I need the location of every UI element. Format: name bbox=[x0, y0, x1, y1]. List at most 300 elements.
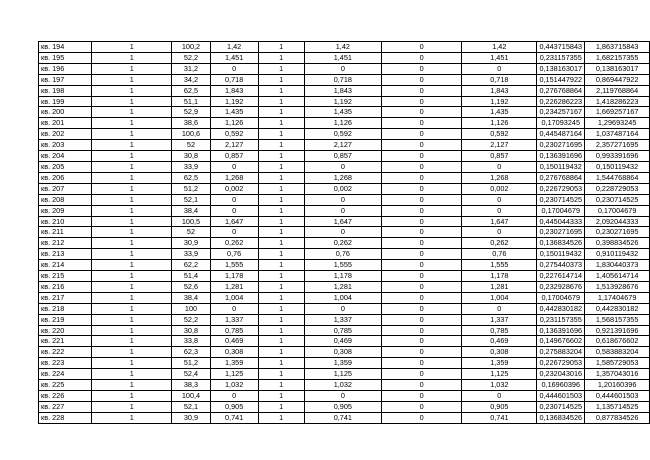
table-cell: кв. 224 bbox=[39, 369, 92, 380]
table-cell: 1 bbox=[258, 74, 304, 85]
table-cell: 1,178 bbox=[210, 271, 258, 282]
table-cell: 0,150119432 bbox=[537, 249, 585, 260]
table-cell: 1,451 bbox=[210, 52, 258, 63]
table-cell: 62,5 bbox=[172, 172, 210, 183]
table-cell: кв. 199 bbox=[39, 96, 92, 107]
table-row bbox=[39, 42, 650, 53]
table-cell: 0,17093245 bbox=[537, 118, 585, 129]
table-cell: 1,29693245 bbox=[585, 118, 650, 129]
table-cell: 0 bbox=[382, 227, 462, 238]
table-cell: 1 bbox=[92, 151, 172, 162]
table-cell: 1 bbox=[92, 325, 172, 336]
table-cell: кв. 212 bbox=[39, 238, 92, 249]
table-cell: 1 bbox=[258, 107, 304, 118]
table-row bbox=[39, 325, 650, 336]
table-cell: 0 bbox=[382, 183, 462, 194]
table-cell: 0,232928676 bbox=[537, 281, 585, 292]
table-cell: 0 bbox=[382, 205, 462, 216]
table-cell: 0 bbox=[382, 238, 462, 249]
table-cell: 0,993391696 bbox=[585, 151, 650, 162]
table-cell: кв. 196 bbox=[39, 63, 92, 74]
table-cell: 0,857 bbox=[210, 151, 258, 162]
table-cell: 0 bbox=[382, 336, 462, 347]
table-cell: 0,442830182 bbox=[537, 303, 585, 314]
table-cell: 38,6 bbox=[172, 118, 210, 129]
table-cell: 0 bbox=[382, 347, 462, 358]
table-cell: 1 bbox=[92, 369, 172, 380]
table-cell: 1,418286223 bbox=[585, 96, 650, 107]
table-cell: 0,442830182 bbox=[585, 303, 650, 314]
table-cell: 0,136834526 bbox=[537, 412, 585, 423]
table-cell: 1,843 bbox=[462, 85, 537, 96]
table-cell: кв. 195 bbox=[39, 52, 92, 63]
table-cell: 52,2 bbox=[172, 52, 210, 63]
table-cell: 1,20160396 bbox=[585, 380, 650, 391]
table-cell: 0 bbox=[304, 205, 382, 216]
table-cell: кв. 206 bbox=[39, 172, 92, 183]
table-cell: 100,5 bbox=[172, 216, 210, 227]
table-row bbox=[39, 238, 650, 249]
table-cell: 0 bbox=[382, 129, 462, 140]
table-cell: 0,905 bbox=[210, 401, 258, 412]
table-cell: 1 bbox=[258, 347, 304, 358]
table-cell: 1 bbox=[92, 391, 172, 402]
table-cell: 0,230271695 bbox=[537, 227, 585, 238]
table-cell: 100 bbox=[172, 303, 210, 314]
table-cell: кв. 197 bbox=[39, 74, 92, 85]
table-cell: 1 bbox=[92, 347, 172, 358]
table-cell: 1 bbox=[92, 74, 172, 85]
table-cell: 1,830440373 bbox=[585, 260, 650, 271]
table-cell: 0,469 bbox=[304, 336, 382, 347]
table-row bbox=[39, 249, 650, 260]
table-row bbox=[39, 74, 650, 85]
table-cell: 0 bbox=[382, 391, 462, 402]
table-row bbox=[39, 347, 650, 358]
table-cell: кв. 207 bbox=[39, 183, 92, 194]
table-cell: 38,4 bbox=[172, 205, 210, 216]
table-cell: 0 bbox=[382, 260, 462, 271]
table-cell: 0,262 bbox=[462, 238, 537, 249]
table-cell: 1 bbox=[92, 96, 172, 107]
table-cell: 1 bbox=[92, 412, 172, 423]
table-cell: 0,469 bbox=[210, 336, 258, 347]
table-cell: 1 bbox=[258, 325, 304, 336]
table-cell: 30,9 bbox=[172, 412, 210, 423]
table-cell: кв. 200 bbox=[39, 107, 92, 118]
table-cell: 1,125 bbox=[304, 369, 382, 380]
table-cell: 0,718 bbox=[304, 74, 382, 85]
table-cell: 1,268 bbox=[462, 172, 537, 183]
table-cell: 1 bbox=[258, 161, 304, 172]
table-cell: 1 bbox=[92, 238, 172, 249]
table-cell: 1 bbox=[258, 391, 304, 402]
table-cell: 1,281 bbox=[304, 281, 382, 292]
table-cell: 1 bbox=[92, 358, 172, 369]
table-cell: 38,4 bbox=[172, 292, 210, 303]
table-cell: 0,138163017 bbox=[537, 63, 585, 74]
table-cell: 0 bbox=[462, 227, 537, 238]
table-cell: 0,136391696 bbox=[537, 151, 585, 162]
table-cell: 1 bbox=[92, 260, 172, 271]
table-cell: 30,9 bbox=[172, 238, 210, 249]
table-cell: 0 bbox=[382, 303, 462, 314]
table-cell: 0,785 bbox=[304, 325, 382, 336]
table-cell: 1,032 bbox=[462, 380, 537, 391]
table-row bbox=[39, 107, 650, 118]
table-cell: 0,445044333 bbox=[537, 216, 585, 227]
table-cell: 1,004 bbox=[462, 292, 537, 303]
table-row bbox=[39, 85, 650, 96]
table-row bbox=[39, 303, 650, 314]
table-cell: 33,8 bbox=[172, 336, 210, 347]
table-cell: 1,268 bbox=[210, 172, 258, 183]
table-cell: 1,513928676 bbox=[585, 281, 650, 292]
table-cell: 0,226286223 bbox=[537, 96, 585, 107]
table-cell: 38,3 bbox=[172, 380, 210, 391]
table-cell: 0 bbox=[462, 303, 537, 314]
table-cell: 52,1 bbox=[172, 401, 210, 412]
table-cell: 0,002 bbox=[304, 183, 382, 194]
table-cell: 0,150119432 bbox=[537, 161, 585, 172]
table-cell: 0 bbox=[382, 52, 462, 63]
table-row bbox=[39, 391, 650, 402]
table-row bbox=[39, 369, 650, 380]
table-cell: 1 bbox=[258, 401, 304, 412]
table-cell: кв. 194 bbox=[39, 42, 92, 53]
table-cell: 0 bbox=[210, 63, 258, 74]
table-cell: 0,138163017 bbox=[585, 63, 650, 74]
table-row bbox=[39, 205, 650, 216]
table-cell: 52,4 bbox=[172, 369, 210, 380]
table-cell: 1,17404679 bbox=[585, 292, 650, 303]
table-cell: 0,869447922 bbox=[585, 74, 650, 85]
table-cell: 0 bbox=[382, 140, 462, 151]
table-cell: 1 bbox=[92, 216, 172, 227]
table-cell: 0,905 bbox=[304, 401, 382, 412]
table-cell: 1,647 bbox=[304, 216, 382, 227]
table-cell: 1,268 bbox=[304, 172, 382, 183]
table-cell: 1 bbox=[258, 314, 304, 325]
table-cell: 0,444601503 bbox=[585, 391, 650, 402]
table-cell: 0,921391696 bbox=[585, 325, 650, 336]
table-cell: 0 bbox=[462, 391, 537, 402]
table-cell: 1 bbox=[92, 161, 172, 172]
table-cell: кв. 198 bbox=[39, 85, 92, 96]
table-cell: 0,398834526 bbox=[585, 238, 650, 249]
table-cell: 1,42 bbox=[304, 42, 382, 53]
table-cell: 33,9 bbox=[172, 161, 210, 172]
table-cell: кв. 205 bbox=[39, 161, 92, 172]
table-cell: 1,843 bbox=[304, 85, 382, 96]
table-cell: 51,4 bbox=[172, 271, 210, 282]
table-row bbox=[39, 227, 650, 238]
table-cell: 0,002 bbox=[210, 183, 258, 194]
table-cell: 1 bbox=[92, 183, 172, 194]
table-cell: 0,718 bbox=[462, 74, 537, 85]
table-cell: 0,230714525 bbox=[537, 401, 585, 412]
table-cell: 0,228729053 bbox=[585, 183, 650, 194]
table-cell: 1 bbox=[92, 172, 172, 183]
table-cell: 52,2 bbox=[172, 314, 210, 325]
table-row bbox=[39, 216, 650, 227]
table-cell: 1 bbox=[92, 281, 172, 292]
table-cell: 0 bbox=[210, 205, 258, 216]
table-cell: 0,231157355 bbox=[537, 52, 585, 63]
table-cell: 1 bbox=[258, 412, 304, 423]
table-cell: 0 bbox=[382, 380, 462, 391]
table-cell: 1 bbox=[92, 140, 172, 151]
table-cell: 0,910119432 bbox=[585, 249, 650, 260]
table-row bbox=[39, 129, 650, 140]
table-cell: 1,555 bbox=[304, 260, 382, 271]
table-cell: 0,443715843 bbox=[537, 42, 585, 53]
table-row bbox=[39, 63, 650, 74]
table-cell: 0 bbox=[382, 74, 462, 85]
table-cell: 100,2 bbox=[172, 42, 210, 53]
table-cell: 1,359 bbox=[210, 358, 258, 369]
table-cell: 1,682157355 bbox=[585, 52, 650, 63]
table-cell: 62,2 bbox=[172, 260, 210, 271]
table-cell: 0,308 bbox=[304, 347, 382, 358]
table-cell: 1 bbox=[258, 358, 304, 369]
table-cell: 0 bbox=[382, 118, 462, 129]
table-cell: 0,150119432 bbox=[585, 161, 650, 172]
table-cell: 34,2 bbox=[172, 74, 210, 85]
table-cell: 0 bbox=[304, 227, 382, 238]
table-cell: 1,178 bbox=[462, 271, 537, 282]
table-cell: 0,227614714 bbox=[537, 271, 585, 282]
table-cell: 1 bbox=[92, 336, 172, 347]
table-cell: 1,337 bbox=[462, 314, 537, 325]
table-cell: 0 bbox=[210, 194, 258, 205]
table-cell: 0 bbox=[382, 63, 462, 74]
apartment-data-table bbox=[38, 41, 650, 424]
table-row bbox=[39, 118, 650, 129]
table-cell: 0,905 bbox=[462, 401, 537, 412]
table-cell: 1,359 bbox=[462, 358, 537, 369]
table-cell: кв. 215 bbox=[39, 271, 92, 282]
table-cell: 0,445487164 bbox=[537, 129, 585, 140]
table-cell: 0,275440373 bbox=[537, 260, 585, 271]
table-cell: 0 bbox=[210, 303, 258, 314]
table-cell: 2,119768864 bbox=[585, 85, 650, 96]
table-row bbox=[39, 52, 650, 63]
table-cell: 1 bbox=[92, 227, 172, 238]
table-cell: 1 bbox=[92, 52, 172, 63]
table-cell: 0 bbox=[210, 391, 258, 402]
table-cell: 0,76 bbox=[210, 249, 258, 260]
table-row bbox=[39, 161, 650, 172]
table-cell: 1,405614714 bbox=[585, 271, 650, 282]
table-cell: 1 bbox=[92, 380, 172, 391]
table-cell: 0 bbox=[462, 161, 537, 172]
table-cell: 0,230714525 bbox=[537, 194, 585, 205]
table-cell: 0 bbox=[382, 194, 462, 205]
table-cell: 1,555 bbox=[462, 260, 537, 271]
table-cell: 100,6 bbox=[172, 129, 210, 140]
table-cell: 52,9 bbox=[172, 107, 210, 118]
table-cell: 0,262 bbox=[210, 238, 258, 249]
table-cell: кв. 213 bbox=[39, 249, 92, 260]
table-cell: 1 bbox=[258, 151, 304, 162]
table-cell: 1 bbox=[258, 140, 304, 151]
table-cell: 0,592 bbox=[462, 129, 537, 140]
table-cell: 0 bbox=[210, 227, 258, 238]
table-cell: 0 bbox=[462, 194, 537, 205]
table-cell: 0,741 bbox=[462, 412, 537, 423]
table-row bbox=[39, 271, 650, 282]
table-cell: 0,16960396 bbox=[537, 380, 585, 391]
table-cell: 1,032 bbox=[304, 380, 382, 391]
table-cell: 1,037487164 bbox=[585, 129, 650, 140]
table-cell: 0 bbox=[462, 205, 537, 216]
table-cell: 1 bbox=[258, 271, 304, 282]
table-cell: 0,76 bbox=[462, 249, 537, 260]
table-row bbox=[39, 314, 650, 325]
table-cell: 0 bbox=[382, 96, 462, 107]
table-cell: 0,234257167 bbox=[537, 107, 585, 118]
table-cell: 0 bbox=[304, 303, 382, 314]
table-cell: 1,178 bbox=[304, 271, 382, 282]
table-cell: кв. 221 bbox=[39, 336, 92, 347]
table-cell: кв. 210 bbox=[39, 216, 92, 227]
table-cell: 1 bbox=[258, 227, 304, 238]
table-cell: 62,5 bbox=[172, 85, 210, 96]
table-cell: 0,877834526 bbox=[585, 412, 650, 423]
table-row bbox=[39, 194, 650, 205]
table-cell: 0 bbox=[382, 401, 462, 412]
table-cell: 30,8 bbox=[172, 151, 210, 162]
table-cell: 1,451 bbox=[462, 52, 537, 63]
table-cell: кв. 225 bbox=[39, 380, 92, 391]
table-cell: 1,568157355 bbox=[585, 314, 650, 325]
table-cell: 1,647 bbox=[210, 216, 258, 227]
table-cell: 0,276768864 bbox=[537, 85, 585, 96]
table-cell: 33,9 bbox=[172, 249, 210, 260]
table-row bbox=[39, 140, 650, 151]
table-cell: 1 bbox=[92, 292, 172, 303]
table-cell: кв. 227 bbox=[39, 401, 92, 412]
table-cell: кв. 204 bbox=[39, 151, 92, 162]
table-cell: 0,308 bbox=[462, 347, 537, 358]
table-cell: 0,718 bbox=[210, 74, 258, 85]
table-cell: 1 bbox=[92, 194, 172, 205]
table-cell: 2,127 bbox=[210, 140, 258, 151]
table-cell: 0,232043016 bbox=[537, 369, 585, 380]
table-cell: 1,281 bbox=[210, 281, 258, 292]
table-cell: 51,1 bbox=[172, 96, 210, 107]
table-cell: 1 bbox=[258, 260, 304, 271]
table-cell: 0,226729053 bbox=[537, 183, 585, 194]
table-cell: 1,435 bbox=[462, 107, 537, 118]
table-cell: 1 bbox=[258, 52, 304, 63]
table-cell: 0,17004679 bbox=[537, 205, 585, 216]
table-cell: 1 bbox=[258, 129, 304, 140]
table-cell: 0 bbox=[382, 249, 462, 260]
table-cell: 2,357271695 bbox=[585, 140, 650, 151]
table-cell: 1 bbox=[258, 249, 304, 260]
table-cell: кв. 209 bbox=[39, 205, 92, 216]
table-cell: 1 bbox=[92, 63, 172, 74]
table-cell: 1 bbox=[92, 107, 172, 118]
table-cell: 0,17004679 bbox=[537, 292, 585, 303]
table-cell: 1 bbox=[258, 96, 304, 107]
table-cell: 62,3 bbox=[172, 347, 210, 358]
table-row bbox=[39, 412, 650, 423]
table-cell: 0 bbox=[304, 161, 382, 172]
table-row bbox=[39, 172, 650, 183]
table-cell: 51,2 bbox=[172, 358, 210, 369]
table-cell: 1,359 bbox=[304, 358, 382, 369]
table-cell: 1,126 bbox=[210, 118, 258, 129]
table-cell: 0,76 bbox=[304, 249, 382, 260]
table-cell: 0,583883204 bbox=[585, 347, 650, 358]
table-cell: кв. 226 bbox=[39, 391, 92, 402]
table-cell: 1,451 bbox=[304, 52, 382, 63]
table-cell: 0 bbox=[382, 314, 462, 325]
table-cell: кв. 223 bbox=[39, 358, 92, 369]
table-cell: 0 bbox=[382, 42, 462, 53]
table-cell: 0,136391696 bbox=[537, 325, 585, 336]
table-cell: 0 bbox=[304, 194, 382, 205]
table-cell: 1 bbox=[92, 205, 172, 216]
table-cell: 1,281 bbox=[462, 281, 537, 292]
table-cell: 1,004 bbox=[210, 292, 258, 303]
table-cell: 1,357043016 bbox=[585, 369, 650, 380]
table-cell: 2,127 bbox=[304, 140, 382, 151]
table-cell: 1 bbox=[258, 369, 304, 380]
table-cell: 1,669257167 bbox=[585, 107, 650, 118]
table-cell: 0 bbox=[382, 325, 462, 336]
table-cell: 1 bbox=[92, 42, 172, 53]
table-cell: 52,6 bbox=[172, 281, 210, 292]
table-cell: 0,275883204 bbox=[537, 347, 585, 358]
table-cell: 0 bbox=[382, 172, 462, 183]
table-cell: 1 bbox=[258, 336, 304, 347]
table-row bbox=[39, 292, 650, 303]
table-cell: 1,435 bbox=[304, 107, 382, 118]
table-cell: 1 bbox=[258, 216, 304, 227]
table-cell: 0 bbox=[382, 369, 462, 380]
table-row bbox=[39, 336, 650, 347]
table-cell: кв. 216 bbox=[39, 281, 92, 292]
table-cell: 0,857 bbox=[462, 151, 537, 162]
table-cell: 1,337 bbox=[210, 314, 258, 325]
table-cell: 100,4 bbox=[172, 391, 210, 402]
table-cell: 1,135714525 bbox=[585, 401, 650, 412]
table-cell: 52 bbox=[172, 140, 210, 151]
table-cell: 1,42 bbox=[210, 42, 258, 53]
table-cell: 1 bbox=[92, 401, 172, 412]
table-cell: 1 bbox=[258, 238, 304, 249]
table-cell: 1 bbox=[92, 129, 172, 140]
table-cell: кв. 217 bbox=[39, 292, 92, 303]
table-row bbox=[39, 380, 650, 391]
table-cell: 1,435 bbox=[210, 107, 258, 118]
table-row bbox=[39, 96, 650, 107]
table-cell: кв. 203 bbox=[39, 140, 92, 151]
table-row bbox=[39, 260, 650, 271]
table-cell: кв. 220 bbox=[39, 325, 92, 336]
table-cell: 0 bbox=[382, 216, 462, 227]
table-cell: 0,230271695 bbox=[537, 140, 585, 151]
table-cell: 0,741 bbox=[210, 412, 258, 423]
table-cell: 0,741 bbox=[304, 412, 382, 423]
table-row bbox=[39, 358, 650, 369]
table-cell: 1 bbox=[92, 249, 172, 260]
table-cell: 0,149676602 bbox=[537, 336, 585, 347]
